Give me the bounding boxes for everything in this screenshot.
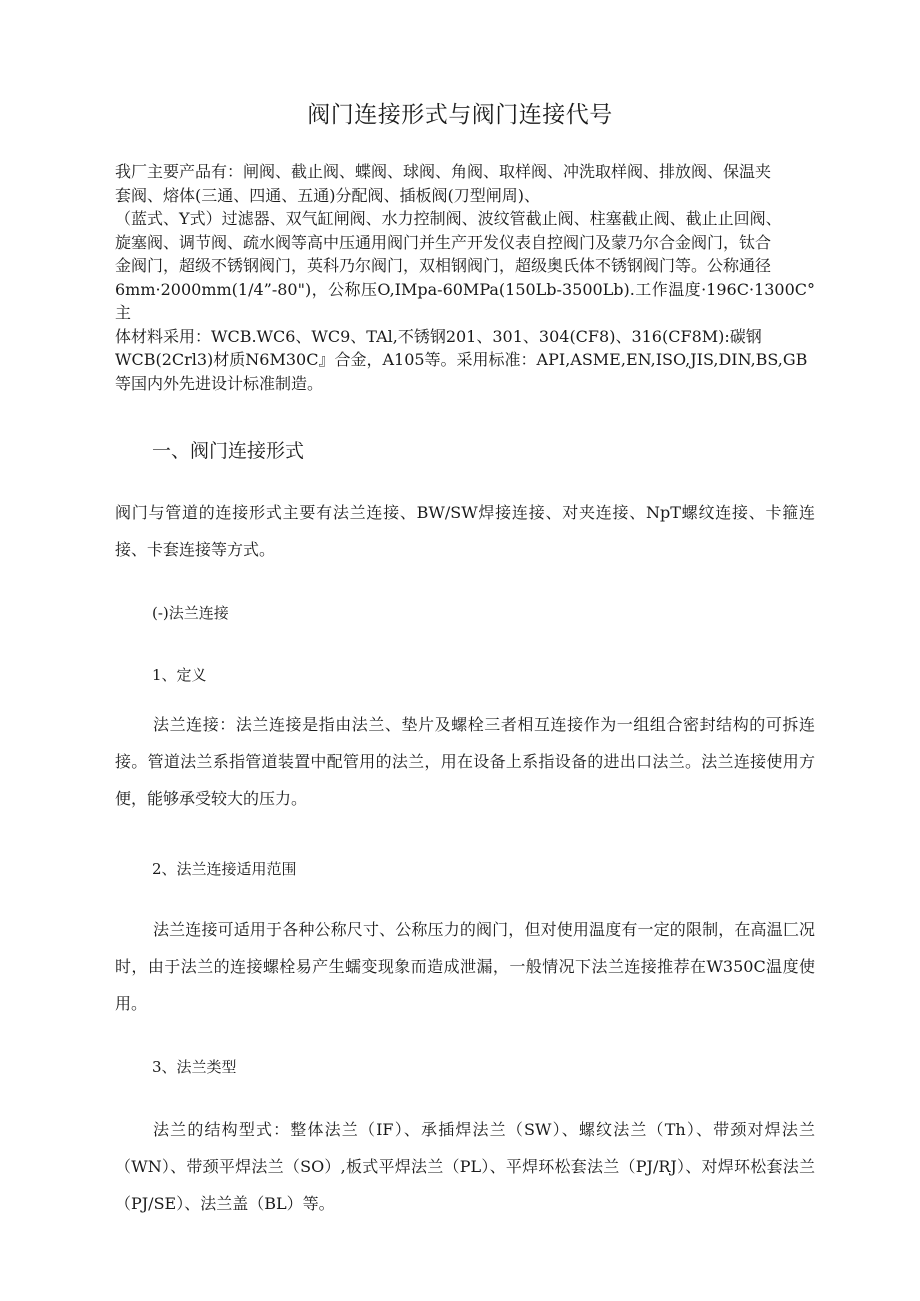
section-heading: 一、阀门连接形式 — [152, 440, 305, 462]
intro-line: 我厂主要产品有：闸阀、截止阀、蝶阀、球阀、角阀、取样阀、冲洗取样阀、排放阀、保温夹 — [115, 162, 772, 181]
subsection-heading: (-)法兰连接 — [152, 604, 229, 622]
item-heading: 1、定义 — [152, 666, 207, 684]
intro-line: （蓝式、Y式）过滤器、双气缸闸阀、水力控制阀、波纹管截止阀、柱塞截止阀、截止止回阀、 — [115, 209, 782, 228]
item-heading: 2、法兰连接适用范围 — [152, 860, 297, 878]
document-title: 阀门连接形式与阀门连接代号 — [307, 102, 613, 128]
intro-paragraph — [115, 160, 815, 395]
section-paragraph: 阀门与管道的连接形式主要有法兰连接、BW/SW焊接连接、对夹连接、NpT螺纹连接、卡箍连接、卡套连接等方式。 — [115, 503, 815, 559]
item-paragraph: 法兰连接：法兰连接是指由法兰、垫片及螺栓三者相互连接作为一组组合密封结构的可拆连接。管道法兰系指管道装置中配管用的法兰，用在设备上系指设备的进出口法兰。法兰连接使用方便，能够承受较大的压力。 — [115, 715, 815, 808]
intro-line: 等国内外先进设计标准制造。 — [115, 373, 324, 393]
intro-line: 6mm·2000mm(1/4”-80")，公称压O,IMpa-60MPa(150Lb-3500Lb).工作温度·196C·1300C°主 — [115, 279, 815, 322]
item-paragraph: 法兰连接可适用于各种公称尺寸、公称压力的阀门，但对使用温度有一定的限制，在高温匚况时，由于法兰的连接螺栓易产生蠕变现象而造成泄漏，一般情况下法兰连接推荐在W350C温度使用。 — [115, 920, 815, 1013]
intro-line: 体材料采用：WCB.WC6、WC9、TAl,不锈钢201、301、304(CF8)、316(CF8M):碳钢 — [115, 326, 762, 346]
intro-line: 旋塞阀、调节阀、疏水阀等高中压通用阀门并生产开发仪表自控阀门及蒙乃尔合金阀门，钛合 — [115, 232, 772, 252]
intro-line: WCB(2Crl3)材质N6M30C』合金，A105等。采用标准：API,ASME,EN,ISO,JIS,DIN,BS,GB — [115, 350, 808, 369]
intro-line: 金阀门，超级不锈钢阀门，英科乃尔阀门，双相钢阀门，超级奥氏体不锈钢阀门等。公称通径 — [115, 256, 772, 275]
intro-line: 套阀、熔体(三通、四通、五通)分配阀、插板阀(刀型闸周)、 — [115, 185, 540, 205]
item-heading: 3、法兰类型 — [152, 1058, 237, 1076]
item-paragraph: 法兰的结构型式：整体法兰（IF）、承插焊法兰（SW）、螺纹法兰（Th）、带颈对焊法兰（WN）、带颈平焊法兰（SO）,板式平焊法兰（PL）、平焊环松套法兰（PJ/RJ）、对焊环松套法兰（PJ/SE）、法兰盖（BL）等。 — [115, 1120, 815, 1213]
